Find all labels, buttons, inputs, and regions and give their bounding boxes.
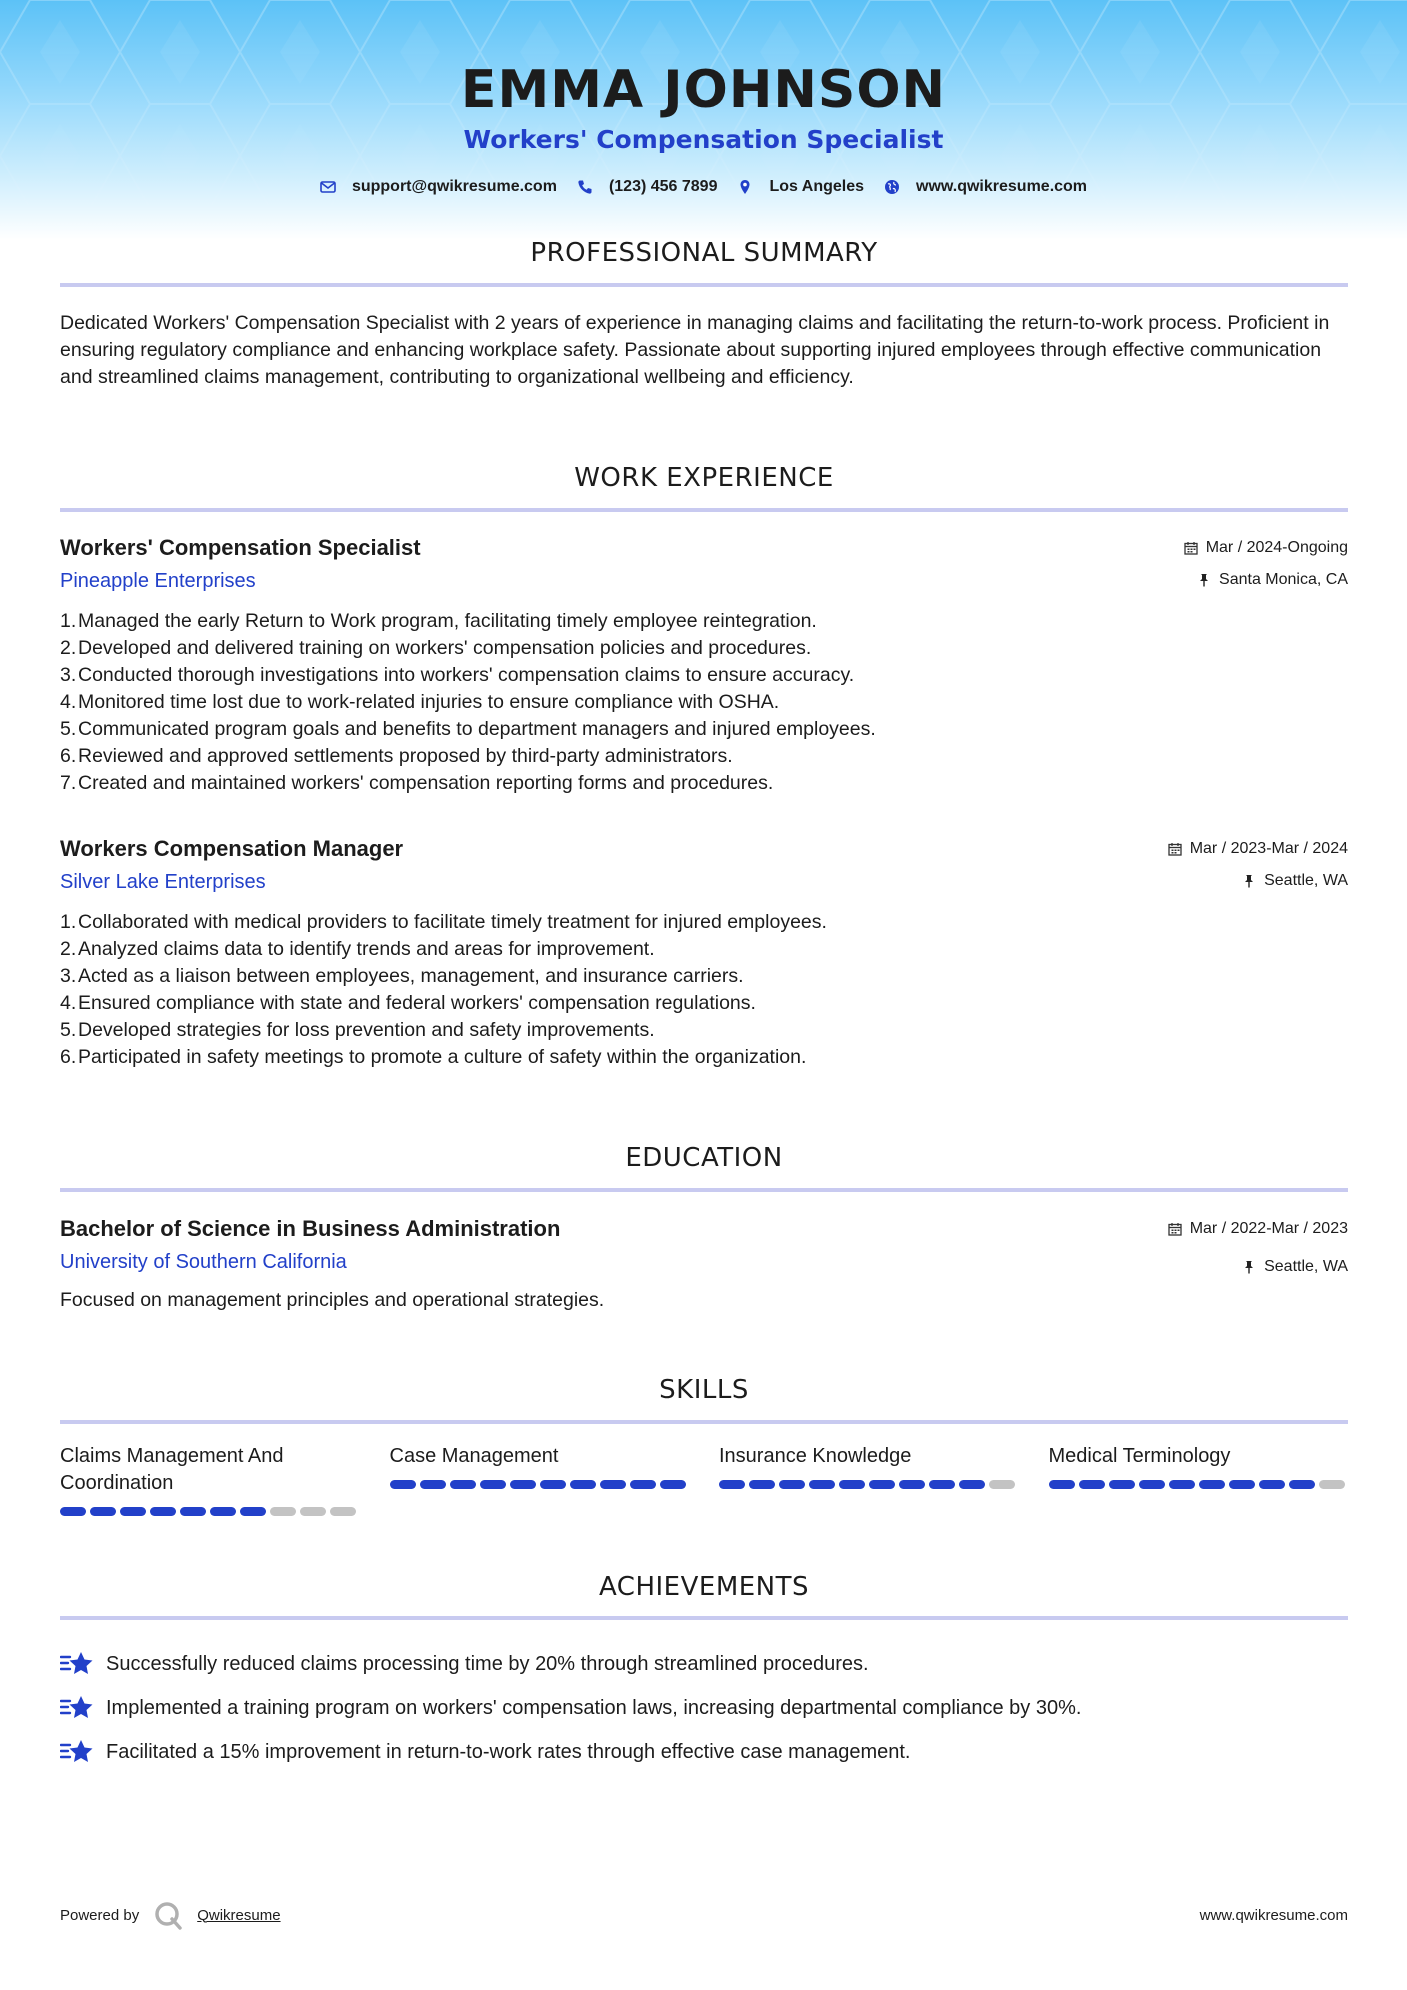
list-item: 1. Collaborated with medical providers to facilitate timely treatment for injured employees. bbox=[60, 909, 1348, 936]
skill-segment-filled bbox=[1139, 1480, 1165, 1489]
skill-segment-filled bbox=[630, 1480, 656, 1489]
skill-segment-filled bbox=[450, 1480, 476, 1489]
candidate-name: EMMA JOHNSON bbox=[460, 60, 947, 120]
list-item: 7. Created and maintained workers' compensation reporting forms and procedures. bbox=[60, 770, 1348, 797]
bullet-text: Conducted thorough investigations into workers' compensation claims to ensure accuracy. bbox=[78, 664, 855, 686]
skill-segment-empty bbox=[300, 1507, 326, 1516]
skill-item bbox=[60, 1443, 360, 1516]
bullet-text: Participated in safety meetings to promote a culture of safety within the organization. bbox=[78, 1046, 807, 1068]
skill-segment-empty bbox=[989, 1480, 1015, 1489]
job-dates-text: Mar / 2023-Mar / 2024 bbox=[1189, 840, 1348, 857]
skill-segment-filled bbox=[1049, 1480, 1075, 1489]
bullet-text: Ensured compliance with state and federal workers' compensation regulations. bbox=[78, 992, 756, 1014]
list-item: 6. Reviewed and approved settlements proposed by third-party administrators. bbox=[60, 743, 1348, 770]
list-item: 4. Monitored time lost due to work-related injuries to ensure compliance with OSHA. bbox=[60, 689, 1348, 716]
map-pin-icon bbox=[737, 179, 753, 195]
star-icon bbox=[60, 1693, 94, 1723]
job-bullets bbox=[60, 909, 1348, 1071]
skill-segment-filled bbox=[420, 1480, 446, 1489]
skill-segment-filled bbox=[390, 1480, 416, 1489]
bullet-text: Analyzed claims data to identify trends and areas for improvement. bbox=[78, 938, 655, 960]
skill-segment-filled bbox=[540, 1480, 566, 1489]
skill-segment-filled bbox=[779, 1480, 805, 1489]
skill-segment-filled bbox=[749, 1480, 775, 1489]
pushpin-icon bbox=[1242, 1260, 1256, 1274]
skill-segment-filled bbox=[240, 1507, 266, 1516]
job-meta bbox=[1184, 538, 1348, 602]
skill-segment-filled bbox=[1079, 1480, 1105, 1489]
skill-segment-filled bbox=[869, 1480, 895, 1489]
skill-segment-filled bbox=[1229, 1480, 1255, 1489]
section-title-experience: WORK EXPERIENCE bbox=[574, 463, 834, 493]
section-title-education: EDUCATION bbox=[625, 1143, 783, 1173]
contact-location bbox=[737, 178, 864, 196]
summary-text: Dedicated Workers' Compensation Specialist with 2 years of experience in managing claims and facilitating the return-to-work process. Proficient in ensuring regulatory compliance and enhancing workplace safety. Passionate about supporting injured employees through effective communication and streamlined claims management, contributing to organizational wellbeing and efficiency. bbox=[60, 312, 1330, 388]
bullet-text: Monitored time lost due to work-related injuries to ensure compliance with OSHA. bbox=[78, 691, 780, 713]
bullet-text: Developed strategies for loss prevention and safety improvements. bbox=[78, 1019, 655, 1041]
skill-level-bar bbox=[390, 1480, 690, 1489]
skill-segment-filled bbox=[1259, 1480, 1285, 1489]
candidate-title: Workers' Compensation Specialist bbox=[463, 125, 944, 154]
skill-segment-empty bbox=[330, 1507, 356, 1516]
contact-email[interactable] bbox=[320, 178, 557, 196]
skill-segment-filled bbox=[1169, 1480, 1195, 1489]
skill-segment-filled bbox=[510, 1480, 536, 1489]
bullet-text: Developed and delivered training on workers' compensation policies and procedures. bbox=[78, 637, 812, 659]
bullet-text: Collaborated with medical providers to facilitate timely treatment for injured employees. bbox=[78, 911, 827, 933]
skill-segment-filled bbox=[1199, 1480, 1225, 1489]
phone-text: (123) 456 7899 bbox=[608, 178, 718, 195]
list-item: 6. Participated in safety meetings to promote a culture of safety within the organization. bbox=[60, 1044, 1348, 1071]
skill-segment-filled bbox=[570, 1480, 596, 1489]
job-company: Pineapple Enterprises bbox=[60, 570, 256, 592]
section-title-achievements: ACHIEVEMENTS bbox=[598, 1572, 810, 1602]
skill-name: Medical Terminology bbox=[1048, 1445, 1231, 1467]
section-title-summary: PROFESSIONAL SUMMARY bbox=[530, 238, 878, 268]
section-divider bbox=[60, 508, 1348, 512]
resume-header bbox=[0, 58, 1407, 196]
skill-item bbox=[390, 1443, 690, 1516]
skill-segment-filled bbox=[929, 1480, 955, 1489]
skill-name: Claims Management And Coordination bbox=[60, 1445, 284, 1494]
phone-icon bbox=[577, 179, 593, 195]
achievement-text: Successfully reduced claims processing time by 20% through streamlined procedures. bbox=[106, 1652, 869, 1675]
education-location bbox=[1168, 1257, 1348, 1277]
footer bbox=[60, 1900, 1348, 1930]
skill-segment-filled bbox=[959, 1480, 985, 1489]
bullet-text: Acted as a liaison between employees, management, and insurance carriers. bbox=[78, 965, 744, 987]
skill-level-bar bbox=[1049, 1480, 1349, 1489]
calendar-icon bbox=[1184, 541, 1198, 555]
achievement-item bbox=[60, 1730, 1348, 1774]
bullet-text: Created and maintained workers' compensation reporting forms and procedures. bbox=[78, 772, 774, 794]
list-item: 5. Developed strategies for loss prevention and safety improvements. bbox=[60, 1017, 1348, 1044]
skill-segment-filled bbox=[90, 1507, 116, 1516]
skill-segment-filled bbox=[899, 1480, 925, 1489]
job-title: Workers Compensation Manager bbox=[60, 836, 404, 861]
skill-name: Insurance Knowledge bbox=[719, 1445, 912, 1467]
skill-segment-filled bbox=[1109, 1480, 1135, 1489]
degree-title: Bachelor of Science in Business Administration bbox=[60, 1216, 561, 1241]
skills-grid bbox=[60, 1443, 1348, 1516]
achievement-text: Facilitated a 15% improvement in return-to-work rates through effective case management. bbox=[106, 1740, 911, 1763]
job-location-text: Seattle, WA bbox=[1264, 872, 1348, 889]
pushpin-icon bbox=[1197, 573, 1211, 587]
list-item: 2. Analyzed claims data to identify trends and areas for improvement. bbox=[60, 936, 1348, 963]
qwikresume-logo-icon bbox=[153, 1900, 183, 1930]
job-dates bbox=[1184, 538, 1348, 558]
job-location bbox=[1184, 570, 1348, 590]
list-item: 4. Ensured compliance with state and federal workers' compensation regulations. bbox=[60, 990, 1348, 1017]
pushpin-icon bbox=[1242, 874, 1256, 888]
achievement-item bbox=[60, 1642, 1348, 1686]
achievement-item bbox=[60, 1686, 1348, 1730]
location-text: Los Angeles bbox=[769, 178, 865, 195]
list-item: 2. Developed and delivered training on workers' compensation policies and procedures. bbox=[60, 635, 1348, 662]
skill-segment-filled bbox=[120, 1507, 146, 1516]
skill-item bbox=[719, 1443, 1019, 1516]
list-item: 3. Conducted thorough investigations into workers' compensation claims to ensure accuracy. bbox=[60, 662, 1348, 689]
education-location-text: Seattle, WA bbox=[1264, 1258, 1348, 1275]
website-text: www.qwikresume.com bbox=[916, 178, 1088, 195]
experience-entry bbox=[60, 835, 1348, 1071]
job-company: Silver Lake Enterprises bbox=[60, 871, 266, 893]
skill-segment-filled bbox=[660, 1480, 686, 1489]
job-dates bbox=[1168, 839, 1348, 859]
education-entry bbox=[60, 1215, 1348, 1313]
contact-bar bbox=[0, 178, 1407, 196]
job-bullets bbox=[60, 608, 1348, 797]
star-icon bbox=[60, 1649, 94, 1679]
qwikresume-link[interactable]: Qwikresume bbox=[197, 1906, 281, 1924]
education-description: Focused on management principles and operational strategies. bbox=[60, 1289, 605, 1311]
email-text: support@qwikresume.com bbox=[351, 178, 557, 195]
achievement-text: Implemented a training program on workers' compensation laws, increasing departmental compliance by 30%. bbox=[106, 1696, 1082, 1719]
footer-website[interactable]: www.qwikresume.com bbox=[1199, 1906, 1348, 1924]
contact-website[interactable] bbox=[884, 178, 1087, 196]
section-divider bbox=[60, 1616, 1348, 1620]
skill-level-bar bbox=[60, 1507, 360, 1516]
skill-segment-filled bbox=[60, 1507, 86, 1516]
skill-item bbox=[1049, 1443, 1349, 1516]
section-divider bbox=[60, 1420, 1348, 1424]
skill-level-bar bbox=[719, 1480, 1019, 1489]
skill-name: Case Management bbox=[389, 1445, 559, 1467]
skill-segment-filled bbox=[839, 1480, 865, 1489]
skill-segment-filled bbox=[1289, 1480, 1315, 1489]
education-dates bbox=[1168, 1219, 1348, 1239]
list-item: 5. Communicated program goals and benefits to department managers and injured employees. bbox=[60, 716, 1348, 743]
envelope-icon bbox=[320, 179, 336, 195]
skill-segment-empty bbox=[270, 1507, 296, 1516]
skill-segment-filled bbox=[719, 1480, 745, 1489]
job-title: Workers' Compensation Specialist bbox=[60, 535, 421, 560]
section-divider bbox=[60, 1188, 1348, 1192]
skill-segment-filled bbox=[600, 1480, 626, 1489]
list-item: 3. Acted as a liaison between employees, management, and insurance carriers. bbox=[60, 963, 1348, 990]
calendar-icon bbox=[1168, 842, 1182, 856]
education-dates-text: Mar / 2022-Mar / 2023 bbox=[1189, 1220, 1348, 1237]
school-name: University of Southern California bbox=[60, 1251, 347, 1273]
job-dates-text: Mar / 2024-Ongoing bbox=[1205, 539, 1348, 556]
calendar-icon bbox=[1168, 1222, 1182, 1236]
skill-segment-filled bbox=[809, 1480, 835, 1489]
job-location bbox=[1168, 871, 1348, 891]
star-icon bbox=[60, 1737, 94, 1767]
job-location-text: Santa Monica, CA bbox=[1219, 571, 1348, 588]
job-meta bbox=[1168, 839, 1348, 903]
experience-entry bbox=[60, 534, 1348, 797]
skill-segment-filled bbox=[480, 1480, 506, 1489]
skill-segment-empty bbox=[1319, 1480, 1345, 1489]
list-item: 1. Managed the early Return to Work program, facilitating timely employee reintegration. bbox=[60, 608, 1348, 635]
education-meta bbox=[1168, 1219, 1348, 1289]
bullet-text: Communicated program goals and benefits to department managers and injured employees. bbox=[78, 718, 876, 740]
skill-segment-filled bbox=[180, 1507, 206, 1516]
globe-icon bbox=[884, 179, 900, 195]
contact-phone[interactable] bbox=[577, 178, 718, 196]
section-title-skills: SKILLS bbox=[659, 1375, 749, 1405]
achievements-list bbox=[60, 1642, 1348, 1774]
powered-by-label: Powered by bbox=[60, 1906, 140, 1924]
skill-segment-filled bbox=[210, 1507, 236, 1516]
bullet-text: Reviewed and approved settlements proposed by third-party administrators. bbox=[78, 745, 733, 767]
bullet-text: Managed the early Return to Work program, facilitating timely employee reintegration. bbox=[78, 610, 817, 632]
section-divider bbox=[60, 283, 1348, 287]
skill-segment-filled bbox=[150, 1507, 176, 1516]
